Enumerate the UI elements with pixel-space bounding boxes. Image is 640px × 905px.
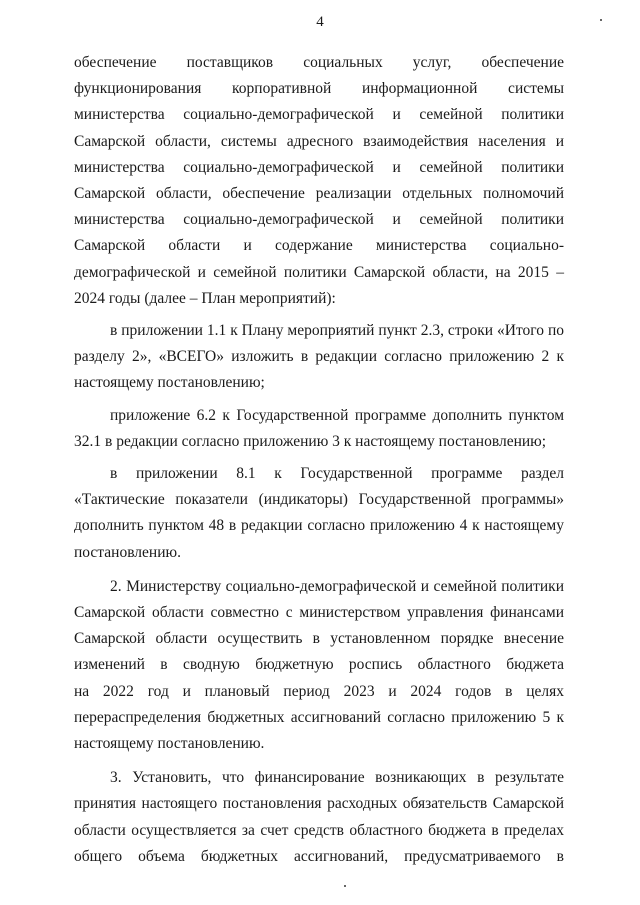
scan-speck	[600, 19, 602, 21]
text-line: разделу 2», «ВСЕГО» изложить в редакции согласно приложению 2 к	[74, 348, 564, 366]
text-line: общего объема бюджетных ассигнований, предусматриваемого в	[74, 847, 564, 865]
text-line: перераспределения бюджетных ассигнований согласно приложению 5 к	[74, 708, 564, 726]
text-line: министерства социально-демографической и семейной политики	[74, 211, 564, 229]
text-line: Самарской области, обеспечение реализации отдельных полномочий	[74, 185, 564, 203]
text-line: Самарской области и содержание министерства социально-	[74, 237, 564, 255]
paragraph-item-3	[74, 765, 564, 870]
text-line: в приложении 1.1 к Плану мероприятий пункт 2.3, строки «Итого по	[110, 322, 564, 340]
text-line: Самарской области осуществить в установленном порядке внесение	[74, 630, 564, 648]
scan-speck	[344, 885, 346, 887]
paragraph-amendment-8-1	[74, 461, 564, 566]
text-line: изменений в сводную бюджетную роспись областного бюджета	[74, 656, 564, 674]
page-number: 4	[316, 14, 324, 30]
text-line: постановлению.	[74, 543, 181, 561]
text-line: 2. Министерству социально-демографической и семейной политики	[110, 577, 564, 595]
text-line: министерства социально-демографической и семейной политики	[74, 106, 564, 124]
paragraph-continuation	[74, 50, 564, 312]
text-line: Самарской области совместно с министерством управления финансами	[74, 604, 564, 622]
text-line: на 2022 год и плановый период 2023 и 2024 годов в целях	[74, 682, 564, 700]
paragraph-amendment-6-2	[74, 403, 564, 455]
text-line: области осуществляется за счет средств областного бюджета в пределах	[74, 821, 564, 839]
text-line: демографической и семейной политики Самарской области, на 2015 –	[74, 263, 564, 281]
document-body	[74, 50, 564, 870]
text-line: 32.1 в редакции согласно приложению 3 к настоящему постановлению;	[74, 432, 547, 450]
text-line: «Тактические показатели (индикаторы) Государственной программы»	[74, 491, 564, 509]
paragraph-item-2	[74, 574, 564, 757]
text-line: в приложении 8.1 к Государственной программе раздел	[110, 465, 564, 483]
text-line: настоящему постановлению;	[74, 374, 265, 392]
text-line: приложение 6.2 к Государственной программе дополнить пунктом	[110, 406, 564, 424]
text-line: настоящему постановлению.	[74, 735, 265, 753]
text-line: 2024 годы (далее – План мероприятий):	[74, 289, 336, 307]
paragraph-amendment-1-1	[74, 318, 564, 397]
text-line: принятия настоящего постановления расходных обязательств Самарской	[74, 795, 564, 813]
text-line: 3. Установить, что финансирование возникающих в результате	[110, 769, 564, 787]
text-line: функционирования корпоративной информационной системы	[74, 80, 564, 98]
text-line: обеспечение поставщиков социальных услуг, обеспечение	[74, 54, 564, 71]
text-line: дополнить пунктом 48 в редакции согласно приложению 4 к настоящему	[74, 517, 564, 535]
text-line: министерства социально-демографической и семейной политики	[74, 158, 564, 176]
text-line: Самарской области, системы адресного взаимодействия населения и	[74, 132, 564, 150]
